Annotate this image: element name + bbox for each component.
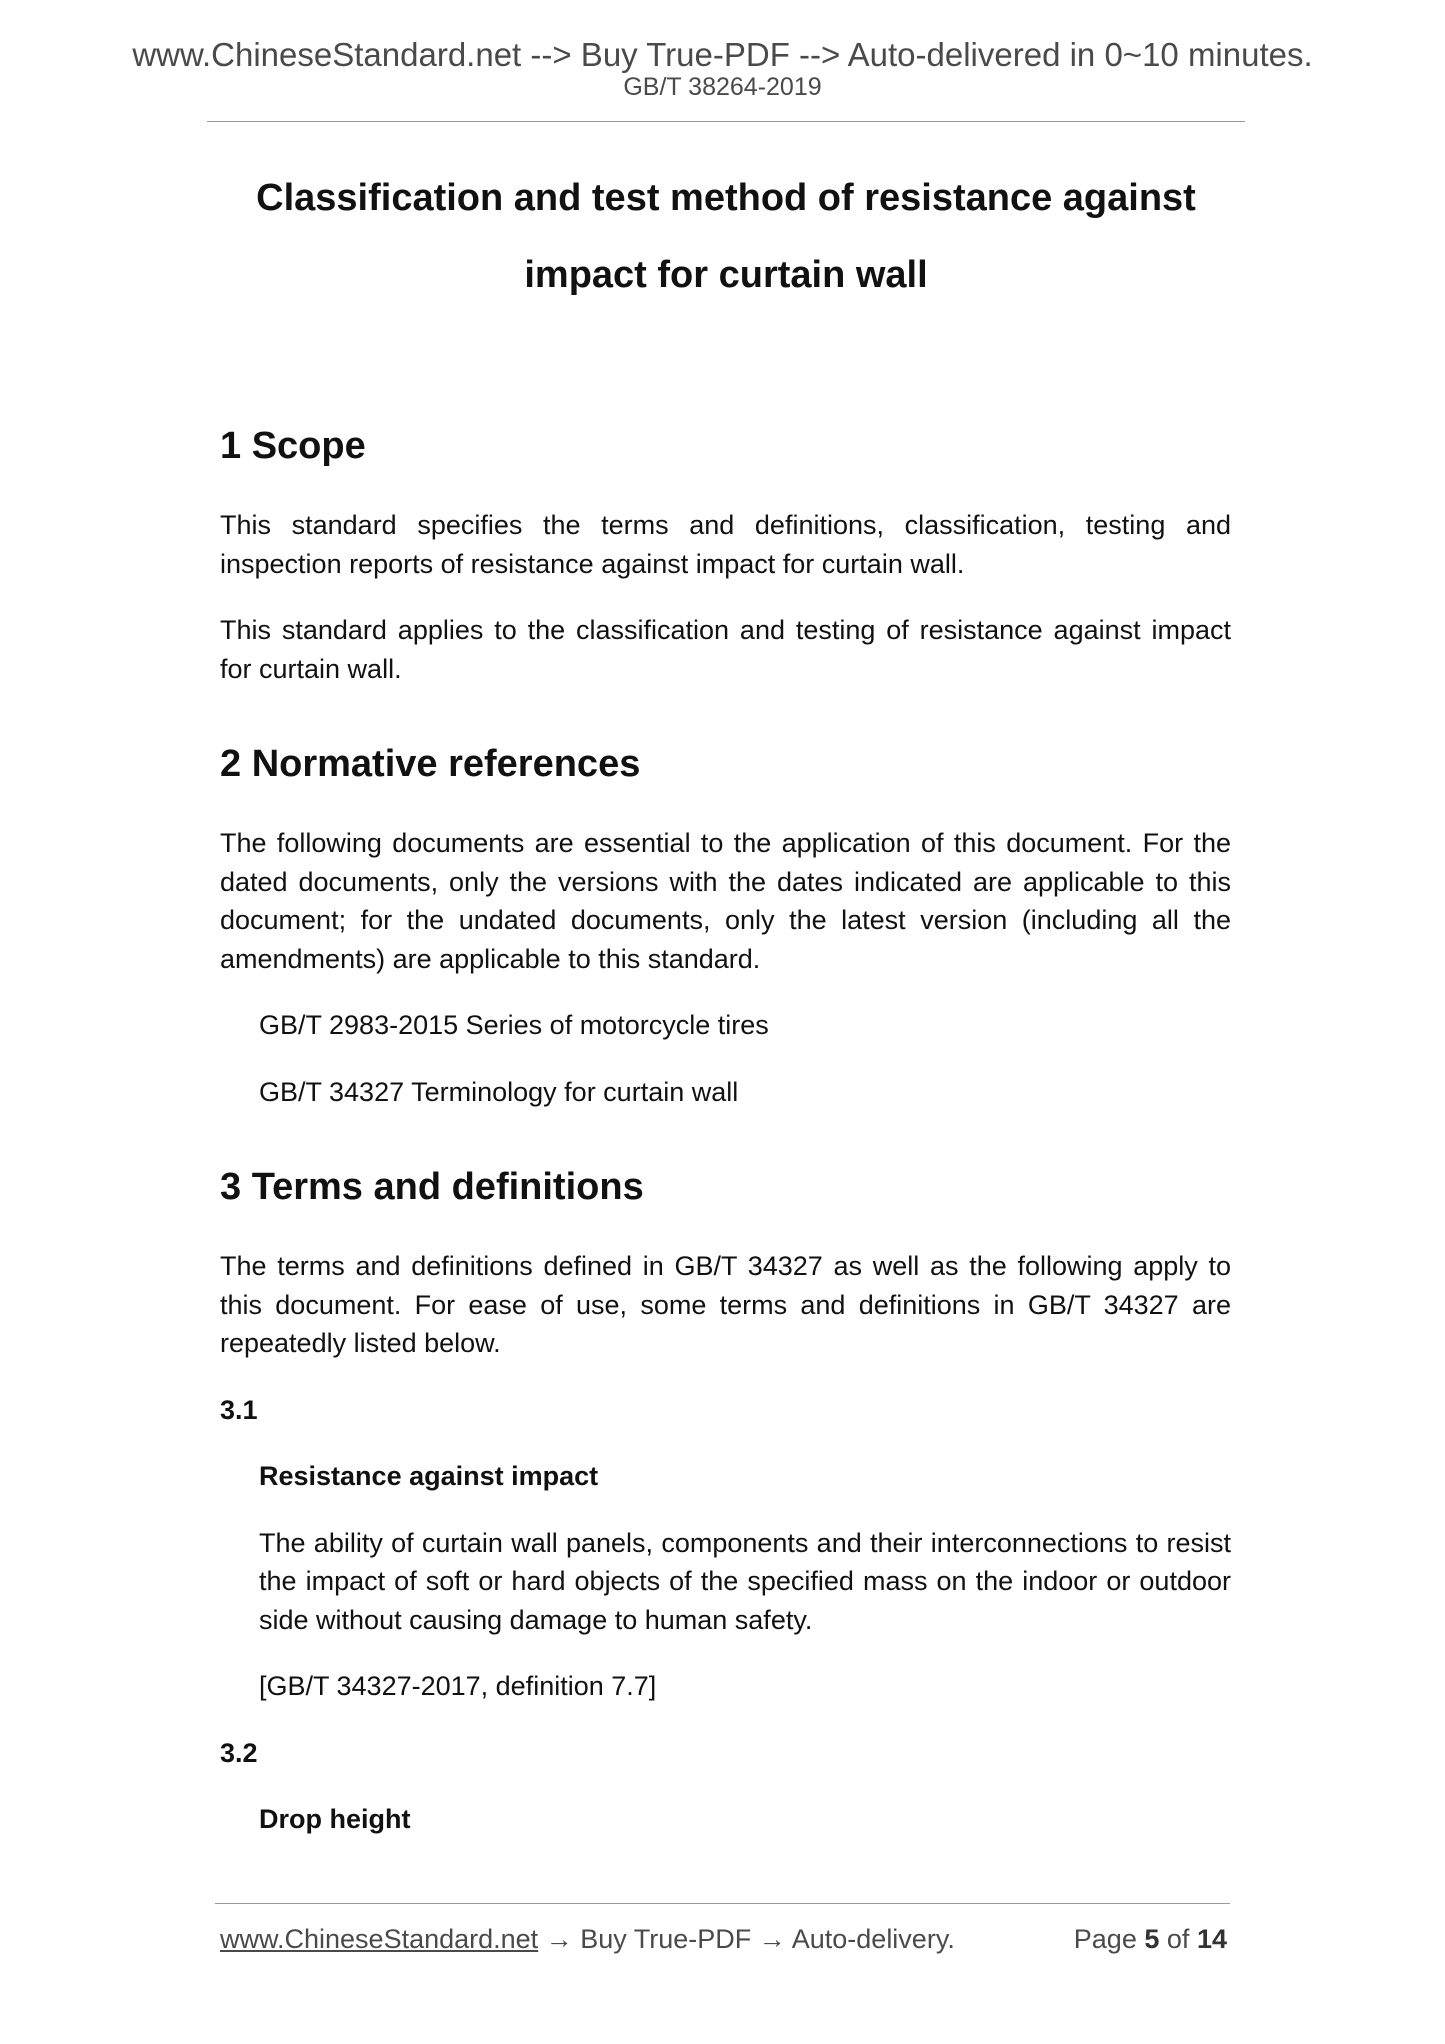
reference-item: GB/T 34327 Terminology for curtain wall	[259, 1076, 739, 1107]
footer-website-link[interactable]: www.ChineseStandard.net	[220, 1924, 539, 1954]
footer-promo	[220, 1923, 955, 1955]
standard-number: GB/T 38264-2019	[623, 73, 822, 101]
document-title-line-1: Classification and test method of resistance against	[256, 177, 1196, 219]
terms-definitions-paragraph: The terms and definitions defined in GB/T 34327 as well as the following apply to this document. For ease of use, some terms and definitions in GB/T 34327 are repeatedly listed below.	[220, 1251, 1231, 1358]
term-source: [GB/T 34327-2017, definition 7.7]	[259, 1671, 657, 1701]
term-name: Resistance against impact	[259, 1461, 599, 1491]
normative-references-paragraph: The following documents are essential to the application of this document. For the dated documents, only the versions with the dates indicated are applicable to this document; for the undated documents, only the latest version (including all the amendments) are applicable to this standard.	[220, 828, 1231, 974]
section-heading-scope: 1 Scope	[220, 425, 366, 467]
page-indicator	[1074, 1923, 1227, 1955]
document-title	[207, 160, 1245, 314]
term-definition: The ability of curtain wall panels, components and their interconnections to resist the impact of soft or hard objects of the specified mass on the indoor or outdoor side without causing damage to human safety.	[259, 1527, 1231, 1635]
section-heading-terms-definitions: 3 Terms and definitions	[220, 1166, 644, 1208]
term-number: 3.2	[220, 1737, 258, 1768]
header-divider	[207, 121, 1245, 122]
footer-divider	[215, 1903, 1230, 1904]
page-label: Page	[1073, 1924, 1137, 1954]
document-title-line-2: impact for curtain wall	[524, 254, 928, 296]
term-name: Drop height	[259, 1804, 411, 1834]
footer-promo-text: → Buy True-PDF → Auto-delivery.	[538, 1924, 955, 1954]
scope-paragraph-1: This standard specifies the terms and definitions, classification, testing and inspection reports of resistance against impact for curtain wall.	[220, 510, 1231, 579]
page-of: of	[1166, 1924, 1190, 1954]
page-current: 5	[1144, 1924, 1160, 1954]
page-total: 14	[1196, 1924, 1227, 1954]
term-number: 3.1	[220, 1394, 258, 1425]
scope-paragraph-2: This standard applies to the classification and testing of resistance against impact for curtain wall.	[220, 615, 1231, 684]
header-banner: www.ChineseStandard.net --> Buy True-PDF --> Auto-delivered in 0~10 minutes.	[132, 36, 1313, 73]
section-heading-normative-references: 2 Normative references	[220, 743, 641, 785]
reference-item: GB/T 2983-2015 Series of motorcycle tires	[259, 1010, 769, 1040]
document-body	[220, 420, 1231, 1839]
